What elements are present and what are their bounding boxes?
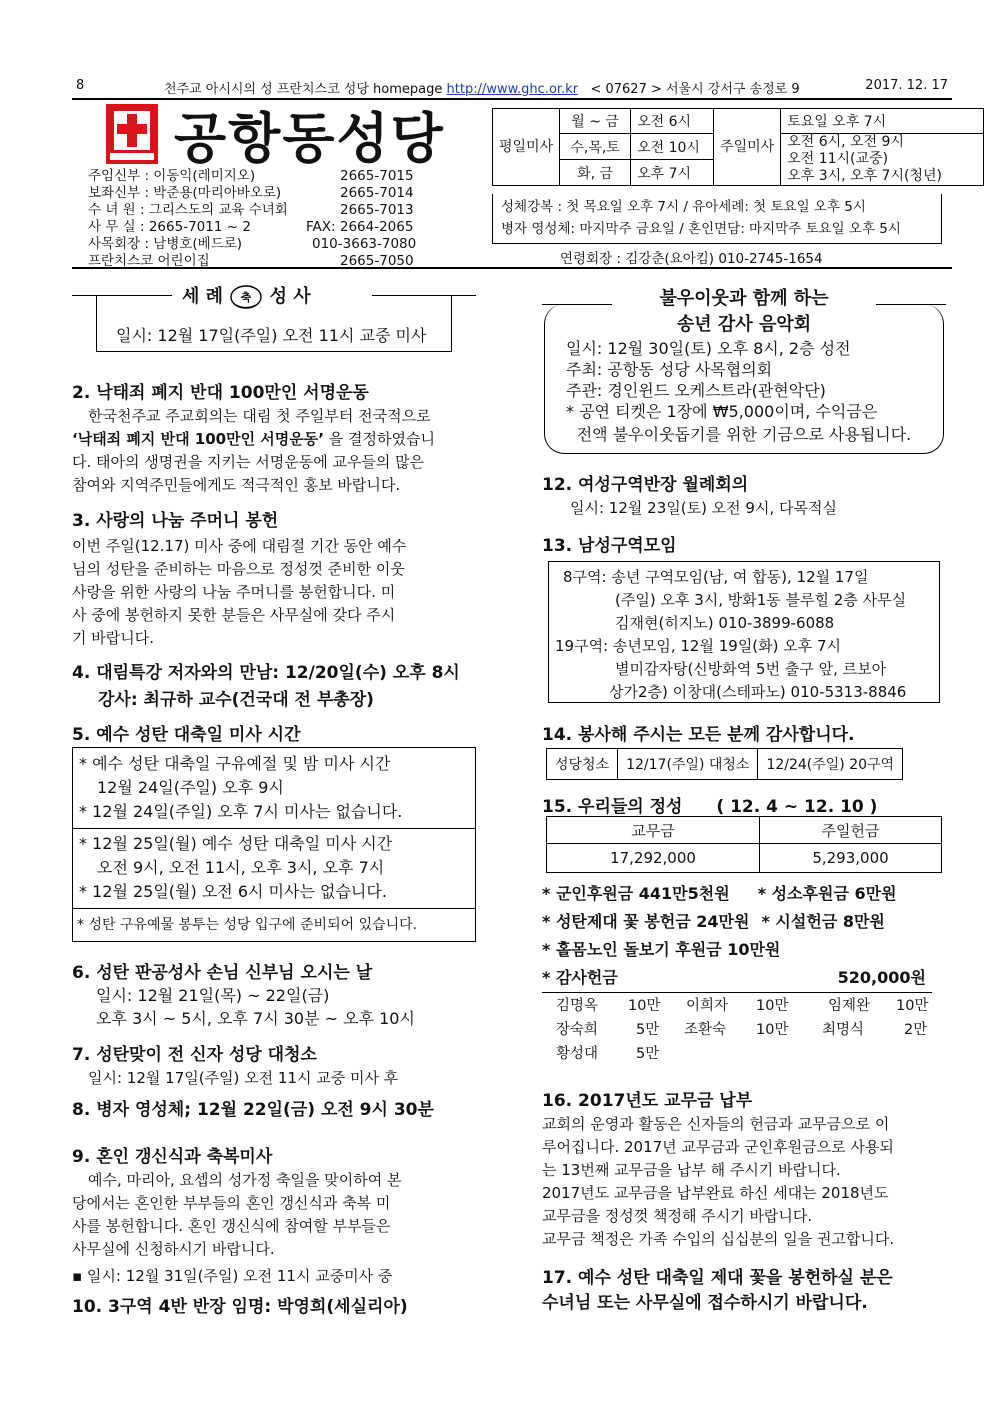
christmas-mass-box: * 예수 성탄 대축일 구유예절 및 밤 미사 시간 12월 24일(주일) 오후 9시 * 12월 24일(주일) 오후 7시 미사는 없습니다. * 12월 25일(월) 예수 성탄 대축일 미사 시간 오전 9시, 오전 11시, 오후 3시, 오후 7시 * 12월 25일(월) 오전 6시 미사는 없습니다. * 성탄 구유예물 봉투는 성당 입구에 준비되어 있습니다. — [72, 747, 476, 942]
section-12-title: 12. 여성구역반장 월례회의 — [542, 475, 749, 495]
section-4-speaker: 강사: 최규하 교수(건국대 전 부총장) — [98, 690, 374, 710]
page-number: 8 — [76, 78, 85, 93]
parish-title: 공항동성당 — [174, 107, 445, 170]
section-5 — [72, 720, 482, 745]
baptism-title: 세 례 축 성 사 — [182, 282, 311, 310]
section-13-title: 13. 남성구역모임 — [542, 536, 677, 556]
homepage-label: homepage — [373, 82, 443, 97]
svg-text:축: 축 — [241, 291, 252, 304]
section-15-title: 15. 우리들의 정성 ( 12. 4 ~ 12. 10 ) — [542, 797, 878, 817]
section-12: 12. 여성구역반장 월례회의 일시: 12월 23일(토) 오전 9시, 다목적실 — [542, 470, 946, 520]
section-8-title: 8. 병자 영성체; 12월 22일(금) 오전 9시 30분 — [72, 1100, 434, 1120]
volunteer-table: 성당청소 12/17(주일) 대청소 12/24(주일) 20구역 — [546, 748, 903, 780]
section-16: 16. 2017년도 교무금 납부 교회의 운영과 활동은 신자들의 헌금과 교무금으로 이 루어집니다. 2017년 교무금과 군인후원금으로 사용되 는 13번째 교무금을 납부 해 주시기 바랍니다. 2017년도 교무금을 납부완료 하신 세대는 2018년도 교무금을 정성껏 책정해 주시기 바랍니다. 교무금 책정은 가족 수입의 십십분의 일을 권고합니다. — [542, 1086, 946, 1251]
sacrament-notes: 성체강복 : 첫 목요일 오후 7시 / 유아세례: 첫 토요일 오후 5시 병자 영성체: 마지막주 금요일 / 혼인면담: 마지막주 토요일 오후 5시 — [492, 194, 942, 244]
section-10-title: 10. 3구역 4반 반장 임명: 박영희(세실리아) — [72, 1297, 408, 1317]
parish-name: 천주교 아시시의 성 프란치스코 성당 — [164, 82, 369, 97]
homepage-link[interactable]: http://www.ghc.or.kr — [446, 82, 579, 97]
header-info — [164, 78, 800, 97]
section-6: 6. 성탄 판공성사 손님 신부님 오시는 날 일시: 12월 21일(목) ~ 22일(금) 오후 3시 ~ 5시, 오후 7시 30분 ~ 오후 10시 — [72, 958, 482, 1030]
section-2: 2. 낙태죄 폐지 반대 100만인 서명운동 한국천주교 주교회의는 대림 첫 주일부터 전국적으로 ‘낙태죄 폐지 반대 100만인 서명운동’ 을 결정하였습니 다. 태아의 생명권을 지키는 서명운동에 교우들의 많은 참여와 지역주민들에게도 적극적인 홍보 바랍니다. — [72, 378, 482, 497]
section-14-title: 14. 봉사해 주시는 모든 분께 감사합니다. — [542, 725, 855, 745]
section-9-title: 9. 혼인 갱신식과 축복미사 — [72, 1147, 273, 1167]
concert-details: 일시: 12월 30일(토) 오후 8시, 2층 성전 주최: 공항동 성당 사목협의회 주관: 경인윈드 오케스트라(관현악단) * 공연 티켓은 1장에 ₩5,000이며, 수익금은 — [566, 339, 878, 421]
section-3-title: 3. 사랑의 나눔 주머니 봉헌 — [72, 511, 279, 531]
offering-list: * 군인후원금 441만5천원 * 성소후원금 6만원 * 성탄제대 꽃 봉헌금 24만원 * 시설헌금 8만원 * 홀몸노인 돌보기 후원금 10만원 * 감사헌금 520,000원 — [542, 880, 946, 993]
section-7: 7. 성탄맞이 전 신자 성당 대청소 일시: 12월 17일(주일) 오전 11시 교중 미사 후 — [72, 1040, 482, 1090]
issue-date: 2017. 12. 17 — [865, 78, 948, 93]
section-3: 3. 사랑의 나눔 주머니 봉헌 이번 주일(12.17) 미사 중에 대림절 기간 동안 예수 님의 성탄을 준비하는 마음으로 정성껏 준비한 이웃 사랑을 위한 사랑의 나눔 주머니를 봉헌합니다. 미 사 중에 봉헌하지 못한 분들은 사무실에 갖다 주시 기 바랍니다. — [72, 506, 482, 650]
sunday-mass-label: 주일미사 — [714, 109, 781, 186]
mass-schedule-table: 평일미사 월 ~ 금 오전 6시 주일미사 토요일 오후 7시 수,목,토 오전 10시 오전 6시, 오전 9시 오전 11시(교중) 오후 3시, 오후 7시(청년) 화, 금 오후 7시 — [492, 108, 984, 186]
baptism-notice — [72, 280, 476, 352]
section-2-title: 2. 낙태죄 폐지 반대 100만인 서명운동 — [72, 383, 369, 403]
saturday-mass: 토요일 오후 7시 — [781, 109, 984, 134]
section-17: 17. 예수 성탄 대축일 제대 꽃을 봉헌하실 분은 수녀님 또는 사무실에 접수하시기 바랍니다. — [542, 1268, 893, 1313]
sunday-mass-times: 오전 6시, 오전 9시 오전 11시(교중) 오후 3시, 오후 7시(청년) — [781, 134, 984, 186]
masthead-divider — [72, 267, 952, 269]
offering-table: 교무금 주일헌금 17,292,000 5,293,000 — [546, 816, 942, 873]
weekday-mass-label: 평일미사 — [493, 109, 560, 186]
concert-notice: 불우이웃과 함께 하는 송년 감사 음악회 일시: 12월 30일(토) 오후 8시, 2층 성전 주최: 공항동 성당 사목협의회 주관: 경인윈드 오케스트라(관현악단) * 공연 티켓은 1장에 ₩5,000이며, 수익금은 전액 불우이웃돕기를 위한 기금으로 사용됩니다. — [542, 282, 946, 454]
section-16-title: 16. 2017년도 교무금 납부 — [542, 1091, 753, 1111]
section-7-title: 7. 성탄맞이 전 신자 성당 대청소 — [72, 1045, 317, 1065]
funeral-contact: 연령회장 : 김강춘(요아킴) 010-2745-1654 — [560, 251, 823, 267]
parish-logo-icon — [106, 104, 158, 164]
section-4-title: 4. 대림특강 저자와의 만남: 12/20일(수) 오후 8시 — [72, 663, 460, 683]
section-9: 9. 혼인 갱신식과 축복미사 예수, 마리아, 요셉의 성가정 축일을 맞이하여 본 당에서는 혼인한 부부들의 혼인 갱신식과 축복 미 사를 봉헌합니다. 혼인 갱신식에 참여할 부부들은 사무실에 신청하시기 바랍니다. ▪ 일시: 12월 31일(주일) 오전 11시 교중미사 중 — [72, 1142, 482, 1288]
concert-title: 불우이웃과 함께 하는 송년 감사 음악회 — [659, 288, 829, 335]
thanksgiving-total: 520,000원 — [837, 968, 926, 987]
baptism-date: 일시: 12월 17일(주일) 오전 11시 교중 미사 — [116, 326, 427, 345]
section-6-title: 6. 성탄 판공성사 손님 신부님 오시는 날 — [72, 963, 373, 983]
offering-period: ( 12. 4 ~ 12. 10 ) — [716, 797, 878, 817]
celebration-seal-icon — [229, 284, 263, 310]
section-5-title: 5. 예수 성탄 대축일 미사 시간 — [72, 725, 301, 745]
address: < 07627 > 서울시 강서구 송정로 9 — [590, 82, 800, 97]
section-4 — [72, 658, 482, 710]
mens-group-box: 8구역: 송년 구역모임(남, 여 합동), 12월 17일 (주일) 오후 3시, 방화1동 블루힐 2층 사무실 김재현(히지노) 010-3899-6088 19구역: 송년모임, 12월 19일(화) 오후 7시 별미감자탕(신방화역 5번 출구 앞, 르보아 상가2층) 이창대(스테파노) 010-5313-8846 — [548, 561, 940, 703]
donor-list: 김명옥 10만 이희자 10만 임제완 10만 장숙희 5만 조환숙 10만 최명식 2만 황성대 5만 — [556, 998, 929, 1062]
